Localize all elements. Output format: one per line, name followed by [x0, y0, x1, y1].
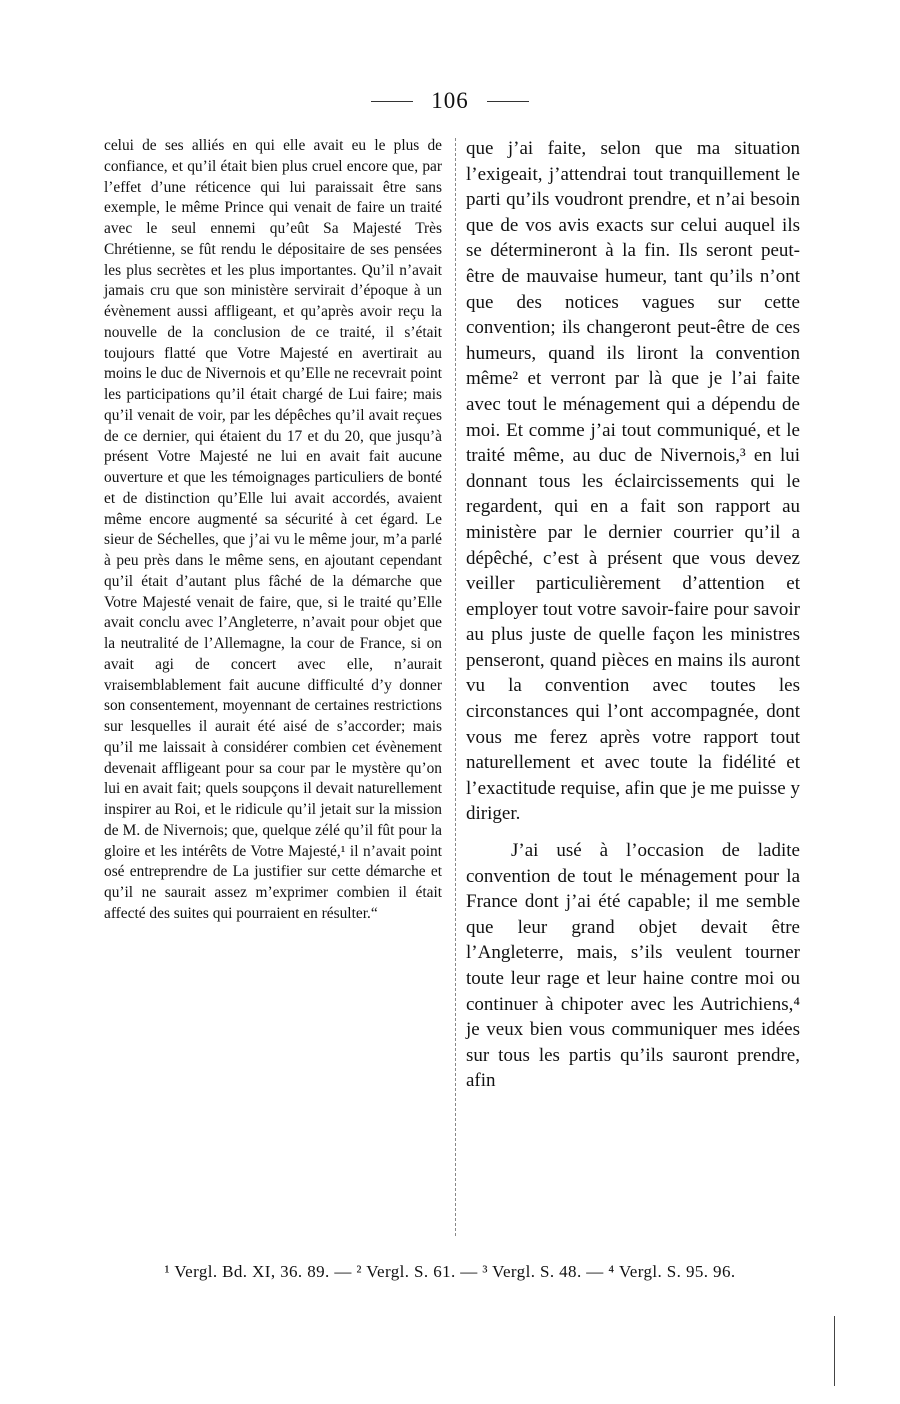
column-divider: [455, 138, 456, 1236]
footnotes: ¹ Vergl. Bd. XI, 36. 89. — ² Vergl. S. 61. — ³ Vergl. S. 48. — ⁴ Vergl. S. 95. 96.: [164, 1262, 736, 1281]
right-column: [466, 136, 800, 1094]
left-column-text: celui de ses alliés en qui elle avait eu le plus de confiance, et qu’il était bien plus cruel encore que, par l’effet d’une réticence qui lui paraissait être sans exemple, le même Prince qui venait de faire un traité avec le seul ennemi qu’eût Sa Majesté Très Chrétienne, se fût rendu le dépositaire de ses pensées les plus secrètes et les plus importantes. Qu’il n’avait jamais cru que son ministère servirait d’époque à un évènement aussi affligeant, et qu’après avoir reçu la nouvelle de la conclusion de ce traité, il s’était toujours flatté que Votre Majesté en avertirait au moins le duc de Nivernois et qu’Elle ne recevrait point les participations qu’il était chargé de Lui faire; mais qu’il venait de voir, par les dépêches qu’il avait reçues de ce dernier, qui étaient du 17 et du 20, que jusqu’à présent Votre Majesté ne lui en avait fait aucune ouverture et que les témoignages particuliers de bonté et de distinction qu’Elle lui avait accordés, avaient même encore augmenté sa sécurité à cet égard. Le sieur de Séchelles, que j’ai vu le même jour, m’a parlé à peu près dans le même sens, en ajoutant cependant qu’il était d’autant plus fâché de la démarche que Votre Majesté venait de faire, que, si le traité qu’Elle avait conclu avec l’Angleterre, n’avait pour objet que la neutralité de l’Allemagne, la cour de France, si on avait agi de concert avec elle, n’aurait vraisemblablement fait aucune difficulté d’y donner son consentement, moyennant de certaines restrictions sur lesquelles il aurait été aisé de s’accorder; mais qu’il me laissait à considérer combien cet évènement devenait affligeant pour sa cour par le mystère qu’on lui en avait fait; quels soupçons il devait naturellement inspirer au Roi, et le ridicule qu’il jetait sur la mission de M. de Nivernois; que, quelque zélé qu’il fût pour la gloire et les intérêts de Votre Majesté,¹ il n’avait point osé entreprendre de La justifier sur cette démarche et qu’il ne saurait assez m’exprimer combien il était affecté des suites qui pourraient en résulter.“: [104, 137, 442, 922]
page-number: 106: [431, 88, 469, 113]
right-column-paragraph-1: que j’ai faite, selon que ma situation l’exigeait, j’attendrai tout tranquillement le parti qu’ils voudront prendre, et n’ai besoin que de vos avis exacts sur celui auquel ils se détermineront à la fin. Ils seront peut-être de mauvaise humeur, tant qu’ils n’ont que des notices vagues sur cette convention; ils changeront peut-être de ces humeurs, quand ils liront la convention même² et verront par là que je l’ai faite avec tout le ménagement qui a dépendu de moi. Et comme j’ai tout communiqué, et le traité même, au duc de Nivernois,³ en lui donnant tous les éclaircissements qui le regardent, qui en a fait son rapport au ministère par le dernier courrier qu’il a dépêché, c’est à présent que vous devez veiller particulièrement d’attention et employer tout votre savoir-faire pour savoir au plus juste de quelle façon les ministres penseront, quand pièces en mains ils auront vu la convention avec toutes les circonstances qui l’ont accompagnée, dont vous me ferez après votre rapport tout naturellement et avec toute la fidélité et l’exactitude requise, afin que je me puisse y diriger.: [466, 138, 800, 825]
header-rule-left: [371, 101, 413, 102]
header-rule-right: [487, 101, 529, 102]
page-header: [0, 88, 900, 114]
margin-scan-mark: [834, 1316, 835, 1386]
right-column-paragraph-2: J’ai usé à l’occasion de ladite convention de tout le ménagement pour la France dont j’ai été capable; il me semble que leur grand objet devait être l’Angleterre, mais, s’ils veulent tourner toute leur rage et leur haine contre moi ou continuer à chipoter avec les Autrichiens,⁴ je veux bien vous communiquer mes idées sur tous les partis qu’ils sauront prendre, afin: [466, 840, 800, 1092]
left-column: [104, 136, 442, 925]
